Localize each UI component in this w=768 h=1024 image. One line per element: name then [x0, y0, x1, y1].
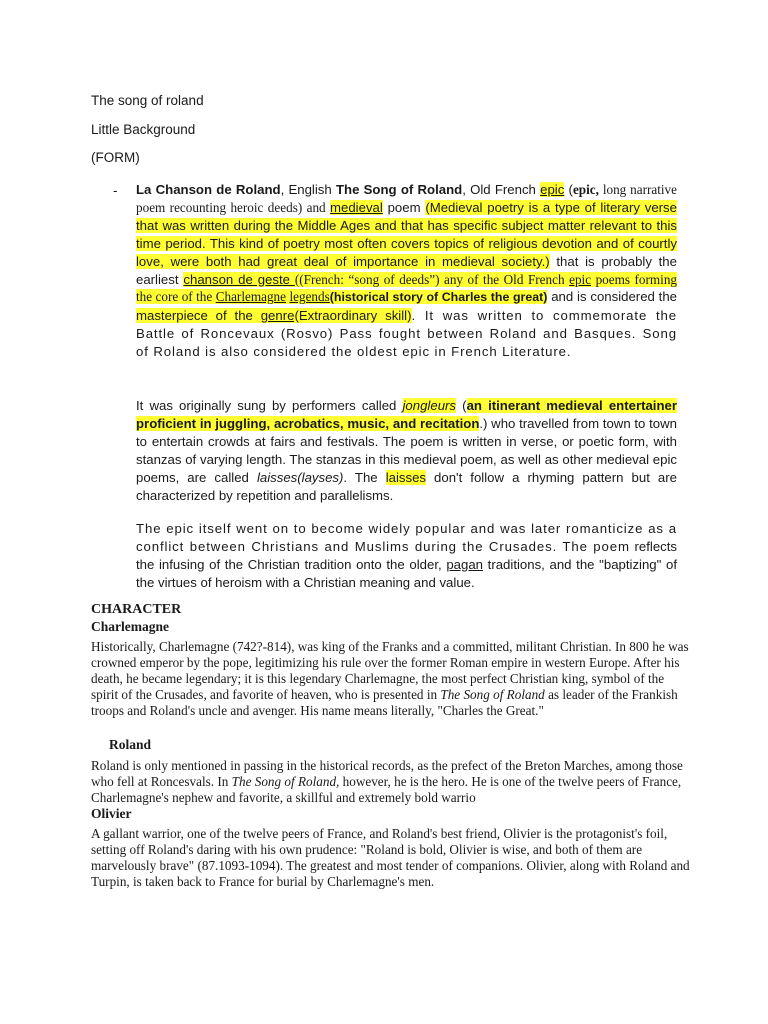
olivier-description: A gallant warrior, one of the twelve peers of France, and Roland's best friend, Olivier is the protagonist's foil, setting off Roland's daring with his own prudence: "Roland is bold, Olivier is wise, and both of them are marvelously brave" (87.1093-1094). The greatest and most tender of companions. Olivier, along with Roland and Turpin, is taken back to France for burial by Charlemagne's men. — [91, 826, 690, 889]
link-epic-2[interactable]: epic — [569, 271, 592, 287]
link-charlemagne[interactable]: Charlemagne — [215, 289, 286, 305]
bullet-dash: - — [113, 183, 118, 198]
character-heading: CHARACTER — [91, 602, 182, 617]
link-chanson-de-geste[interactable]: chanson de geste — [183, 271, 295, 287]
link-pagan[interactable]: pagan — [446, 556, 483, 572]
intro-title-fr: La Chanson de Roland — [136, 182, 281, 197]
jongleurs-definition: an itinerant medieval entertainer proficient in juggling, acrobatics, music, and recitation — [136, 398, 677, 431]
document-subtitle: Little Background — [91, 122, 196, 137]
skill-note: (Extraordinary skill) — [294, 308, 412, 324]
link-genre[interactable]: genre — [260, 308, 295, 324]
form-label: (FORM) — [91, 150, 140, 165]
roland-heading: Roland — [109, 737, 152, 752]
crusades-paragraph: The epic itself went on to become widely popular and was later romanticize as a conflict between Christians and Muslims during the Crusades. The poem reflects the infusing of the Christian tradition onto the older, pagan traditions, and the "baptizing" of the virtues of heroism with a Christian meaning and value. — [136, 521, 678, 590]
jongleurs-term: jongleurs — [402, 398, 457, 413]
link-medieval[interactable]: medieval — [330, 199, 383, 215]
link-epic[interactable]: epic — [540, 182, 565, 197]
medieval-poetry-note: (Medieval poetry is a type of literary verse that was written during the Middle Ages and that has specific subject matter relevant to this time period. This kind of poetry most often covers topics of religious devotion and of courtly love, were both had great deal of importance in medieval society.) — [136, 199, 677, 269]
performers-paragraph: It was originally sung by performers called jongleurs (an itinerant medieval entertainer proficient in juggling, acrobatics, music, and recitation.) who travelled from town to town to entertain crowds at fairs and festivals. The poem is written in verse, or poetic form, with stanzas of varying length. The stanzas in this medieval poem, as well as other medieval epic poems, are called laisses(layses). The laisses don't follow a rhyming pattern but are characterized by repetition and parallelisms. — [136, 398, 677, 503]
intro-paragraph: La Chanson de Roland, English The Song of Roland, Old French epic (epic, long narrative poem recounting heroic deeds) and medieval poem (Medieval poetry is a type of literary verse that was written during the Middle Ages and that has specific subject matter relevant to this time period. This kind of poetry most often covers topics of religious devotion and of courtly love, were both had great deal of importance in medieval society.) that is probably the earliest chanson de geste ((French: “song of deeds”) any of the Old French epic poems forming the core of the Charlemagne legends(historical story of Charles the great) and is considered the masterpiece of the genre(Extraordinary skill). It was written to commemorate the Battle of Roncevaux (Rosvo) Pass fought between Roland and Basques. Song of Roland is also considered the oldest epic in French Literature. — [136, 182, 678, 360]
intro-title-en: The Song of Roland — [335, 182, 463, 197]
charles-note: (historical story of Charles the great) — [329, 290, 548, 305]
roland-description: Roland is only mentioned in passing in the historical records, as the prefect of the Breton Marches, among those who fell at Roncesvals. In The Song of Roland, however, he is the hero. He is one of the twelve peers of France, Charlemagne's nephew and favorite, a skillful and extremely bold warrio — [91, 758, 683, 805]
document-title: The song of roland — [91, 93, 204, 108]
olivier-heading: Olivier — [91, 806, 132, 821]
charlemagne-description: Historically, Charlemagne (742?-814), was king of the Franks and a committed, militant Christian. In 800 he was crowned emperor by the pope, legitimizing his rule over the former Roman empire in western Europe. After his death, he became legendary; it is this legendary Charlemagne, the most perfect Christian king, symbol of the spirit of the Crusades, and favorite of heaven, who is presented in The Song of Roland as leader of the Frankish troops and Roland's uncle and avenger. His name means literally, "Charles the Great." — [91, 639, 689, 718]
link-legends[interactable]: legends — [289, 289, 330, 305]
laisses-term: laisses — [385, 469, 426, 485]
charlemagne-heading: Charlemagne — [91, 619, 169, 634]
